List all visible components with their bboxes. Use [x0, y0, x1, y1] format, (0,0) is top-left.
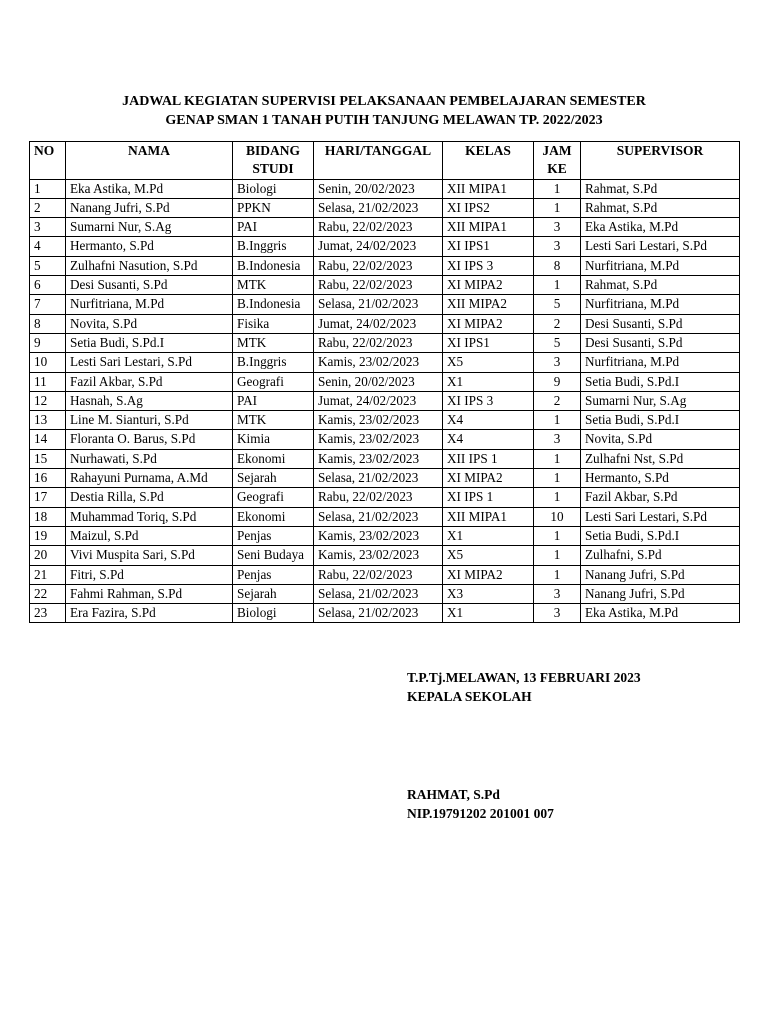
- cell-no: 8: [30, 314, 66, 333]
- cell-bidang-studi: Ekonomi: [233, 449, 314, 468]
- cell-hari-tanggal: Selasa, 21/02/2023: [314, 584, 443, 603]
- table-row: [30, 256, 740, 275]
- cell-kelas: XI MIPA2: [443, 565, 534, 584]
- cell-hari-tanggal: Rabu, 22/02/2023: [314, 565, 443, 584]
- cell-kelas: X3: [443, 584, 534, 603]
- cell-hari-tanggal: Senin, 20/02/2023: [314, 372, 443, 391]
- cell-supervisor: Hermanto, S.Pd: [581, 469, 740, 488]
- cell-nama: Fitri, S.Pd: [66, 565, 233, 584]
- cell-kelas: XII MIPA1: [443, 218, 534, 237]
- cell-kelas: XI MIPA2: [443, 276, 534, 295]
- cell-no: 4: [30, 237, 66, 256]
- cell-supervisor: Nurfitriana, M.Pd: [581, 256, 740, 275]
- cell-nama: Era Fazira, S.Pd: [66, 604, 233, 623]
- table-row: [30, 546, 740, 565]
- signature-name: RAHMAT, S.Pd: [407, 787, 500, 802]
- cell-jam-ke: 1: [534, 526, 581, 545]
- cell-kelas: XI IPS1: [443, 333, 534, 352]
- cell-no: 15: [30, 449, 66, 468]
- cell-no: 7: [30, 295, 66, 314]
- document-title: [0, 92, 768, 130]
- cell-nama: Novita, S.Pd: [66, 314, 233, 333]
- cell-no: 11: [30, 372, 66, 391]
- header-hari-tanggal: HARI/TANGGAL: [314, 142, 443, 180]
- cell-hari-tanggal: Rabu, 22/02/2023: [314, 218, 443, 237]
- cell-jam-ke: 5: [534, 333, 581, 352]
- cell-nama: Vivi Muspita Sari, S.Pd: [66, 546, 233, 565]
- cell-bidang-studi: Geografi: [233, 488, 314, 507]
- cell-kelas: X1: [443, 526, 534, 545]
- cell-bidang-studi: MTK: [233, 333, 314, 352]
- cell-no: 1: [30, 179, 66, 198]
- cell-no: 17: [30, 488, 66, 507]
- header-supervisor: SUPERVISOR: [581, 142, 740, 180]
- table-row: [30, 276, 740, 295]
- cell-bidang-studi: Penjas: [233, 526, 314, 545]
- cell-jam-ke: 3: [534, 584, 581, 603]
- cell-hari-tanggal: Kamis, 23/02/2023: [314, 449, 443, 468]
- cell-jam-ke: 3: [534, 353, 581, 372]
- cell-supervisor: Rahmat, S.Pd: [581, 276, 740, 295]
- cell-nama: Desi Susanti, S.Pd: [66, 276, 233, 295]
- table-row: [30, 198, 740, 217]
- cell-nama: Setia Budi, S.Pd.I: [66, 333, 233, 352]
- cell-jam-ke: 1: [534, 276, 581, 295]
- cell-hari-tanggal: Selasa, 21/02/2023: [314, 295, 443, 314]
- cell-supervisor: Eka Astika, M.Pd: [581, 218, 740, 237]
- cell-no: 13: [30, 411, 66, 430]
- cell-supervisor: Nurfitriana, M.Pd: [581, 353, 740, 372]
- cell-kelas: XII MIPA1: [443, 507, 534, 526]
- cell-jam-ke: 3: [534, 218, 581, 237]
- cell-bidang-studi: MTK: [233, 411, 314, 430]
- table-row: [30, 449, 740, 468]
- cell-no: 9: [30, 333, 66, 352]
- cell-no: 19: [30, 526, 66, 545]
- cell-bidang-studi: Seni Budaya: [233, 546, 314, 565]
- cell-bidang-studi: PAI: [233, 391, 314, 410]
- cell-bidang-studi: Ekonomi: [233, 507, 314, 526]
- cell-kelas: XI IPS 1: [443, 488, 534, 507]
- cell-nama: Nurhawati, S.Pd: [66, 449, 233, 468]
- table-row: [30, 333, 740, 352]
- cell-nama: Rahayuni Purnama, A.Md: [66, 469, 233, 488]
- cell-kelas: X5: [443, 546, 534, 565]
- table-row: [30, 469, 740, 488]
- cell-hari-tanggal: Kamis, 23/02/2023: [314, 526, 443, 545]
- cell-kelas: XI MIPA2: [443, 469, 534, 488]
- cell-jam-ke: 2: [534, 314, 581, 333]
- cell-supervisor: Setia Budi, S.Pd.I: [581, 526, 740, 545]
- cell-jam-ke: 1: [534, 449, 581, 468]
- cell-supervisor: Sumarni Nur, S.Ag: [581, 391, 740, 410]
- cell-supervisor: Desi Susanti, S.Pd: [581, 314, 740, 333]
- table-row: [30, 411, 740, 430]
- cell-kelas: X1: [443, 604, 534, 623]
- cell-jam-ke: 1: [534, 488, 581, 507]
- cell-supervisor: Lesti Sari Lestari, S.Pd: [581, 237, 740, 256]
- header-no: NO: [30, 142, 66, 180]
- cell-no: 2: [30, 198, 66, 217]
- cell-kelas: X1: [443, 372, 534, 391]
- cell-hari-tanggal: Kamis, 23/02/2023: [314, 411, 443, 430]
- signature-place-date: T.P.Tj.MELAWAN, 13 FEBRUARI 2023: [407, 670, 641, 685]
- cell-bidang-studi: PAI: [233, 218, 314, 237]
- cell-jam-ke: 1: [534, 469, 581, 488]
- cell-kelas: X4: [443, 411, 534, 430]
- cell-kelas: XII MIPA1: [443, 179, 534, 198]
- table-row: [30, 526, 740, 545]
- cell-jam-ke: 1: [534, 198, 581, 217]
- cell-bidang-studi: B.Inggris: [233, 237, 314, 256]
- cell-nama: Floranta O. Barus, S.Pd: [66, 430, 233, 449]
- cell-no: 6: [30, 276, 66, 295]
- cell-nama: Nurfitriana, M.Pd: [66, 295, 233, 314]
- cell-hari-tanggal: Senin, 20/02/2023: [314, 179, 443, 198]
- cell-nama: Hermanto, S.Pd: [66, 237, 233, 256]
- signature-position: KEPALA SEKOLAH: [407, 689, 532, 704]
- cell-supervisor: Desi Susanti, S.Pd: [581, 333, 740, 352]
- cell-supervisor: Setia Budi, S.Pd.I: [581, 372, 740, 391]
- table-header-row: [30, 142, 740, 180]
- table-row: [30, 391, 740, 410]
- cell-hari-tanggal: Rabu, 22/02/2023: [314, 256, 443, 275]
- cell-kelas: XI MIPA2: [443, 314, 534, 333]
- table-row: [30, 507, 740, 526]
- cell-nama: Fahmi Rahman, S.Pd: [66, 584, 233, 603]
- cell-bidang-studi: Sejarah: [233, 584, 314, 603]
- cell-bidang-studi: Geografi: [233, 372, 314, 391]
- cell-bidang-studi: Biologi: [233, 179, 314, 198]
- cell-supervisor: Zulhafni, S.Pd: [581, 546, 740, 565]
- title-line-2: GENAP SMAN 1 TANAH PUTIH TANJUNG MELAWAN TP. 2022/2023: [165, 113, 603, 128]
- cell-nama: Lesti Sari Lestari, S.Pd: [66, 353, 233, 372]
- cell-jam-ke: 8: [534, 256, 581, 275]
- cell-jam-ke: 1: [534, 565, 581, 584]
- cell-no: 12: [30, 391, 66, 410]
- cell-hari-tanggal: Kamis, 23/02/2023: [314, 546, 443, 565]
- header-kelas: KELAS: [443, 142, 534, 180]
- cell-hari-tanggal: Jumat, 24/02/2023: [314, 391, 443, 410]
- cell-hari-tanggal: Selasa, 21/02/2023: [314, 198, 443, 217]
- supervision-schedule-table: [29, 141, 740, 623]
- cell-no: 23: [30, 604, 66, 623]
- cell-hari-tanggal: Selasa, 21/02/2023: [314, 604, 443, 623]
- cell-jam-ke: 9: [534, 372, 581, 391]
- cell-no: 22: [30, 584, 66, 603]
- cell-supervisor: Lesti Sari Lestari, S.Pd: [581, 507, 740, 526]
- cell-supervisor: Novita, S.Pd: [581, 430, 740, 449]
- cell-kelas: X4: [443, 430, 534, 449]
- cell-no: 18: [30, 507, 66, 526]
- cell-hari-tanggal: Kamis, 23/02/2023: [314, 353, 443, 372]
- cell-jam-ke: 3: [534, 604, 581, 623]
- cell-nama: Sumarni Nur, S.Ag: [66, 218, 233, 237]
- cell-no: 5: [30, 256, 66, 275]
- table-row: [30, 179, 740, 198]
- table-row: [30, 295, 740, 314]
- signature-nip: NIP.19791202 201001 007: [407, 806, 554, 821]
- cell-nama: Eka Astika, M.Pd: [66, 179, 233, 198]
- cell-hari-tanggal: Selasa, 21/02/2023: [314, 507, 443, 526]
- table-row: [30, 565, 740, 584]
- cell-jam-ke: 10: [534, 507, 581, 526]
- cell-bidang-studi: B.Indonesia: [233, 295, 314, 314]
- cell-nama: Nanang Jufri, S.Pd: [66, 198, 233, 217]
- cell-no: 21: [30, 565, 66, 584]
- cell-supervisor: Fazil Akbar, S.Pd: [581, 488, 740, 507]
- table-row: [30, 314, 740, 333]
- signature-block-top: [407, 668, 641, 706]
- header-jam-ke: JAM KE: [534, 142, 581, 180]
- signature-block-bottom: [407, 785, 554, 823]
- cell-bidang-studi: Kimia: [233, 430, 314, 449]
- cell-kelas: XI IPS 3: [443, 391, 534, 410]
- cell-jam-ke: 2: [534, 391, 581, 410]
- cell-hari-tanggal: Rabu, 22/02/2023: [314, 276, 443, 295]
- cell-nama: Maizul, S.Pd: [66, 526, 233, 545]
- cell-no: 14: [30, 430, 66, 449]
- cell-supervisor: Nurfitriana, M.Pd: [581, 295, 740, 314]
- cell-no: 16: [30, 469, 66, 488]
- cell-bidang-studi: B.Inggris: [233, 353, 314, 372]
- cell-bidang-studi: B.Indonesia: [233, 256, 314, 275]
- table-row: [30, 584, 740, 603]
- cell-nama: Hasnah, S.Ag: [66, 391, 233, 410]
- cell-nama: Destia Rilla, S.Pd: [66, 488, 233, 507]
- cell-hari-tanggal: Rabu, 22/02/2023: [314, 488, 443, 507]
- cell-supervisor: Eka Astika, M.Pd: [581, 604, 740, 623]
- cell-supervisor: Rahmat, S.Pd: [581, 198, 740, 217]
- cell-kelas: XI IPS1: [443, 237, 534, 256]
- table-row: [30, 353, 740, 372]
- cell-nama: Line M. Sianturi, S.Pd: [66, 411, 233, 430]
- cell-supervisor: Nanang Jufri, S.Pd: [581, 565, 740, 584]
- cell-bidang-studi: Biologi: [233, 604, 314, 623]
- cell-jam-ke: 1: [534, 411, 581, 430]
- cell-no: 20: [30, 546, 66, 565]
- cell-kelas: X5: [443, 353, 534, 372]
- cell-supervisor: Nanang Jufri, S.Pd: [581, 584, 740, 603]
- table-row: [30, 430, 740, 449]
- cell-hari-tanggal: Kamis, 23/02/2023: [314, 430, 443, 449]
- cell-bidang-studi: MTK: [233, 276, 314, 295]
- cell-kelas: XI IPS2: [443, 198, 534, 217]
- cell-jam-ke: 5: [534, 295, 581, 314]
- cell-nama: Zulhafni Nasution, S.Pd: [66, 256, 233, 275]
- cell-nama: Muhammad Toriq, S.Pd: [66, 507, 233, 526]
- cell-supervisor: Rahmat, S.Pd: [581, 179, 740, 198]
- table-row: [30, 237, 740, 256]
- cell-supervisor: Zulhafni Nst, S.Pd: [581, 449, 740, 468]
- cell-nama: Fazil Akbar, S.Pd: [66, 372, 233, 391]
- cell-jam-ke: 3: [534, 237, 581, 256]
- cell-supervisor: Setia Budi, S.Pd.I: [581, 411, 740, 430]
- cell-bidang-studi: PPKN: [233, 198, 314, 217]
- cell-hari-tanggal: Jumat, 24/02/2023: [314, 314, 443, 333]
- table-row: [30, 604, 740, 623]
- cell-jam-ke: 1: [534, 546, 581, 565]
- cell-jam-ke: 3: [534, 430, 581, 449]
- cell-bidang-studi: Fisika: [233, 314, 314, 333]
- cell-kelas: XII IPS 1: [443, 449, 534, 468]
- cell-kelas: XI IPS 3: [443, 256, 534, 275]
- cell-kelas: XII MIPA2: [443, 295, 534, 314]
- title-line-1: JADWAL KEGIATAN SUPERVISI PELAKSANAAN PEMBELAJARAN SEMESTER: [122, 94, 646, 109]
- table-row: [30, 218, 740, 237]
- cell-hari-tanggal: Jumat, 24/02/2023: [314, 237, 443, 256]
- cell-jam-ke: 1: [534, 179, 581, 198]
- table-row: [30, 488, 740, 507]
- header-bidang-studi: BIDANG STUDI: [233, 142, 314, 180]
- cell-bidang-studi: Penjas: [233, 565, 314, 584]
- table-row: [30, 372, 740, 391]
- cell-no: 3: [30, 218, 66, 237]
- cell-bidang-studi: Sejarah: [233, 469, 314, 488]
- cell-hari-tanggal: Rabu, 22/02/2023: [314, 333, 443, 352]
- header-nama: NAMA: [66, 142, 233, 180]
- cell-hari-tanggal: Selasa, 21/02/2023: [314, 469, 443, 488]
- cell-no: 10: [30, 353, 66, 372]
